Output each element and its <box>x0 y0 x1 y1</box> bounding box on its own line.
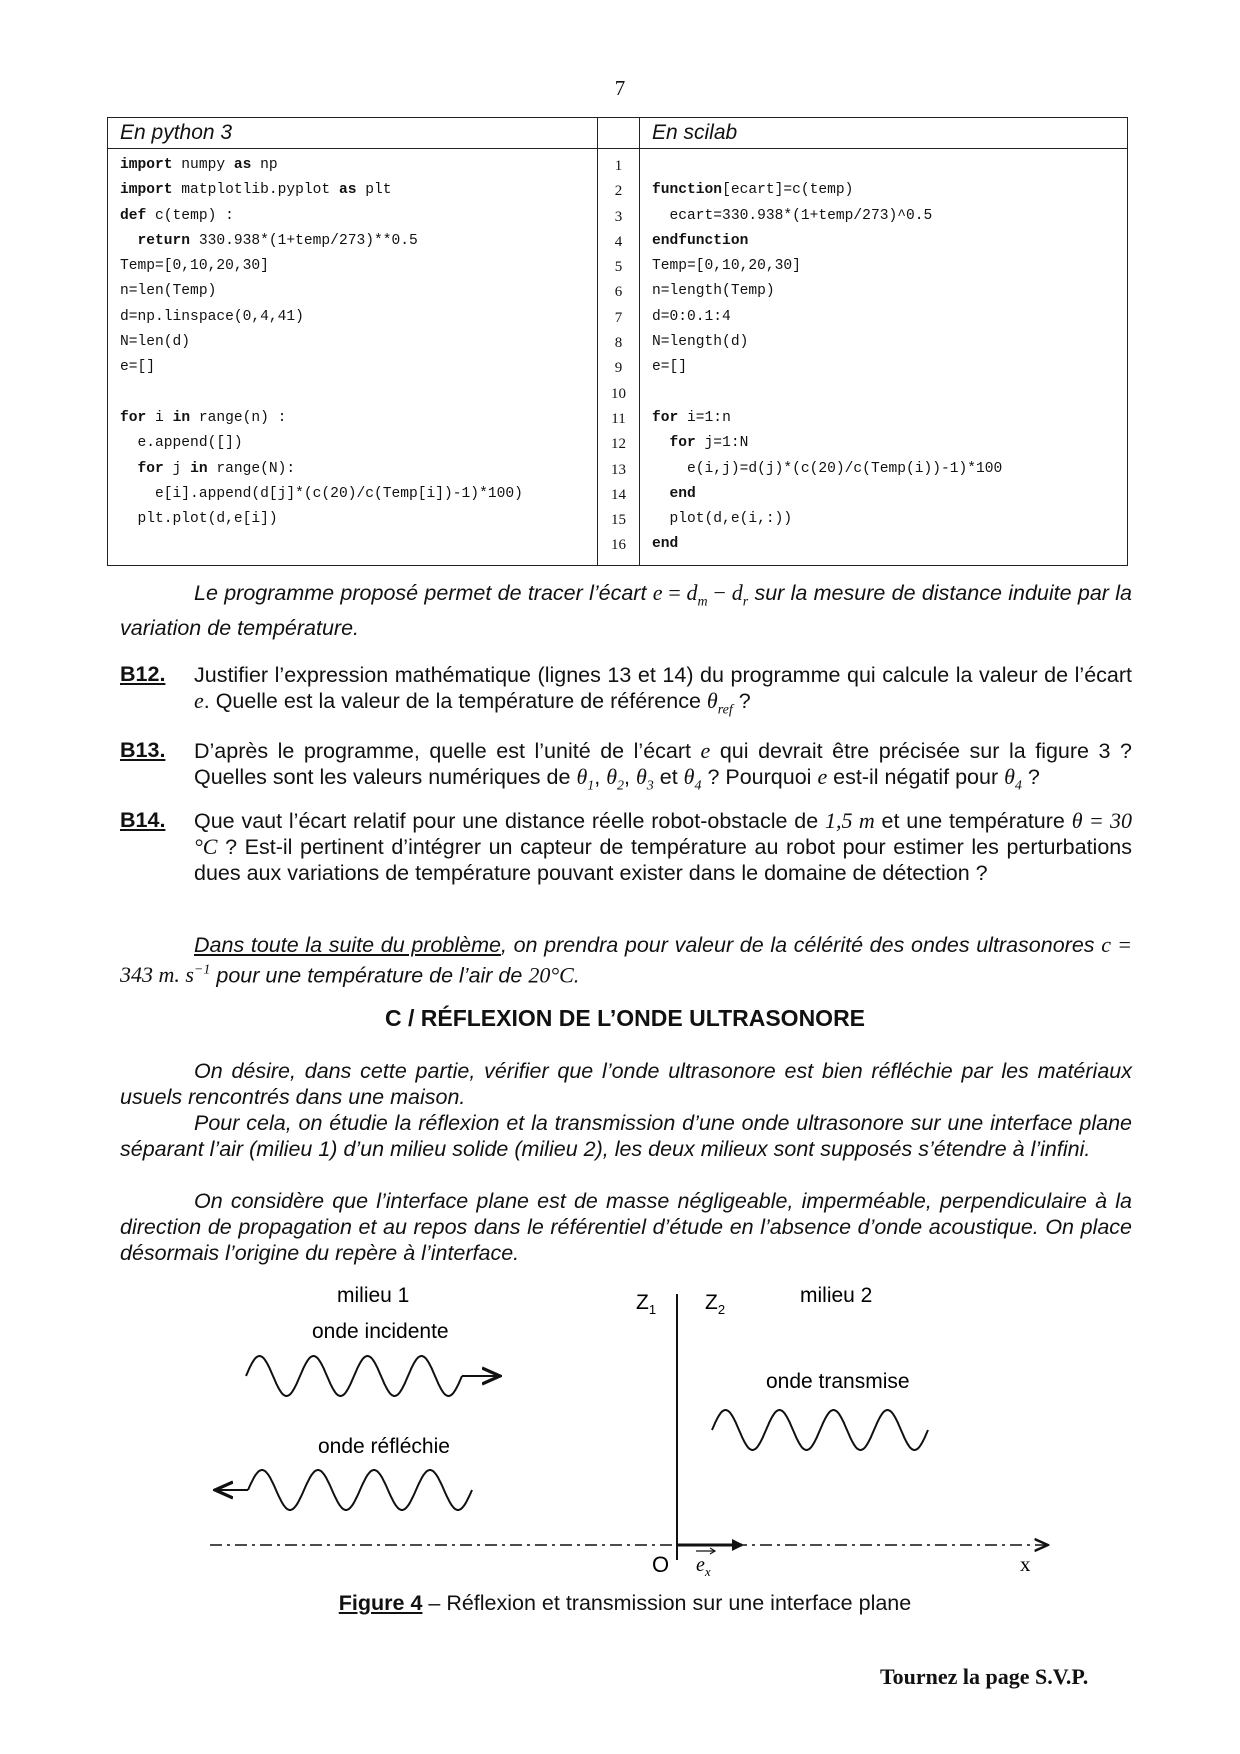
question-b14-text: Que vaut l’écart relatif pour une distance réelle robot-obstacle de 1,5 m et une température θ = 30 °C ? Est-il pertinent d’intégrer un capteur de température au robot pour estimer les perturbations dues aux variations de température pouvant exister dans le domaine de détection ? <box>194 808 1133 885</box>
scilab-line: ecart=330.938*(1+temp/273)^0.5 <box>652 207 933 224</box>
incident-wave <box>246 1356 462 1396</box>
line-number: 12 <box>611 436 626 453</box>
python-line: import matplotlib.pyplot as plt <box>120 182 392 199</box>
transmitted-wave <box>712 1410 928 1450</box>
section-title: C / RÉFLEXION DE L’ONDE ULTRASONORE <box>384 1005 866 1031</box>
python-line: N=len(d) <box>120 334 191 351</box>
ex-label <box>696 1548 715 1579</box>
figure-4-diagram <box>200 1280 1080 1590</box>
line-number: 13 <box>611 461 626 478</box>
reflected-wave <box>248 1470 472 1510</box>
figure-caption: Figure 4 – Réflexion et transmission sur une interface plane <box>338 1591 912 1615</box>
python-header: En python 3 <box>108 118 597 149</box>
section-paragraph-3: On considère que l’interface plane est de masse négligeable, imperméable, perpendiculaire à la direction de propagation et au repos dans le référentiel d’étude en l’absence d’onde acoustique. On place désormais l’origine du repère à l’interface. <box>120 1189 1132 1265</box>
python-line: import numpy as np <box>120 157 278 173</box>
svg-text:ex: $e_x$ <box>696 1554 711 1579</box>
python-line <box>108 532 597 557</box>
scilab-line: endfunction <box>652 232 749 249</box>
line-number: 5 <box>614 259 623 276</box>
svg-text:Z1: $Z_1$ <box>636 1291 657 1317</box>
line-number: 15 <box>611 512 626 529</box>
z2-label <box>705 1291 725 1317</box>
onde-reflechie-label: onde réfléchie <box>318 1435 450 1458</box>
scilab-line: e(i,j)=d(j)*(c(20)/c(Temp(i))-1)*100 <box>652 460 1003 477</box>
question-b12-label: B12. <box>120 662 166 686</box>
line-number: 3 <box>614 208 623 225</box>
scilab-line: function[ecart]=c(temp) <box>652 182 854 199</box>
scilab-line <box>640 381 1127 406</box>
milieu-2-label: milieu 2 <box>800 1284 873 1307</box>
question-b14-label: B14. <box>120 808 166 832</box>
python-line <box>108 381 597 406</box>
python-line: plt.plot(d,e[i]) <box>120 511 278 528</box>
milieu-1-label: milieu 1 <box>337 1284 410 1307</box>
celerity-paragraph: Dans toute la suite du problème, on prendra pour valeur de la célérité des ondes ultrasonores c = 343 m. $s^{-1}$ pour une température de l’air de 20°C. <box>120 932 1132 988</box>
line-number-column <box>597 118 640 565</box>
line-number: 2 <box>614 183 623 200</box>
python-line: def c(temp) : <box>120 207 234 224</box>
code-comparison-table <box>107 117 1128 566</box>
python-line: for j in range(N): <box>137 460 296 477</box>
line-number: 16 <box>611 537 626 554</box>
x-axis-label: x <box>1020 1552 1031 1576</box>
onde-incidente-label: onde incidente <box>312 1320 449 1343</box>
scilab-line: end <box>669 485 696 502</box>
line-number: 11 <box>611 410 626 427</box>
scilab-code <box>640 149 1127 558</box>
python-line: for i in range(n) : <box>120 409 287 426</box>
scilab-line: plot(d,e(i,:)) <box>652 511 793 528</box>
scilab-line: for j=1:N <box>669 435 749 452</box>
python-line: e.append([]) <box>120 435 243 452</box>
line-number: 6 <box>614 284 623 301</box>
line-number: 1 <box>614 158 623 174</box>
scilab-line <box>640 153 1127 178</box>
question-b13-text: D’après le programme, quelle est l’unité de l’écart e qui devrait être précisée sur la figure 3 ? Quelles sont les valeurs numériques de $\theta_1$, $\theta_2$, $\theta_3$ et $\theta_4$ ? Pourquoi e est-il négatif pour $\theta_4$ ? <box>194 738 1133 794</box>
section-paragraph-2: Pour cela, on étudie la réflexion et la transmission d’une onde ultrasonore sur une interface plane séparant l’air (milieu 1) d’un milieu solide (milieu 2), les deux milieux sont supposés s’étendre à l’infini. <box>120 1111 1132 1161</box>
unit-vector-arrowhead <box>732 1539 744 1551</box>
onde-transmise-label: onde transmise <box>766 1370 910 1393</box>
python-line: e[i].append(d[j]*(c(20)/c(Temp[i])-1)*100) <box>120 485 523 502</box>
python-line: n=len(Temp) <box>120 283 217 300</box>
scilab-line: n=length(Temp) <box>652 283 775 300</box>
line-number: 4 <box>614 233 623 250</box>
scilab-line: Temp=[0,10,20,30] <box>652 258 801 275</box>
origin-label: O <box>652 1552 670 1577</box>
python-line: d=np.linspace(0,4,41) <box>120 308 304 325</box>
line-number: 7 <box>614 309 623 326</box>
section-paragraph-1: On désire, dans cette partie, vérifier que l’onde ultrasonore est bien réfléchie par les matériaux usuels rencontrés dans une maison. <box>120 1059 1132 1109</box>
svg-text:Z2: $Z_2$ <box>705 1291 726 1317</box>
scilab-line: N=length(d) <box>652 334 749 351</box>
question-b12-text: Justifier l’expression mathématique (lignes 13 et 14) du programme qui calcule la valeur de l’écart e. Quelle est la valeur de la température de référence $\theta_{ref}$ ? <box>194 663 1132 718</box>
footer-turn-page: Tournez la page S.V.P. <box>880 1664 1089 1689</box>
python-line: return 330.938*(1+temp/273)**0.5 <box>137 232 418 249</box>
question-b13-label: B13. <box>120 738 166 762</box>
z1-label <box>636 1291 656 1317</box>
line-number: 14 <box>611 486 626 503</box>
python-line: e=[] <box>120 359 156 376</box>
scilab-line: e=[] <box>652 359 688 376</box>
scilab-line: for i=1:n <box>652 409 731 426</box>
scilab-line: d=0:0.1:4 <box>652 308 731 325</box>
intro-paragraph: Le programme proposé permet de tracer l’écart $e = d_m - d_r$ sur la mesure de distance induite par la variation de température. <box>120 580 1132 641</box>
line-number: 8 <box>614 335 623 352</box>
python-column <box>108 118 597 565</box>
line-numbers <box>598 149 639 558</box>
page-number: 7 <box>614 76 626 100</box>
scilab-column <box>640 118 1127 565</box>
line-number: 9 <box>614 360 623 377</box>
line-number: 10 <box>611 385 626 402</box>
python-line: Temp=[0,10,20,30] <box>120 258 269 275</box>
python-code <box>108 149 597 558</box>
scilab-line: end <box>652 536 679 553</box>
scilab-header: En scilab <box>640 118 1127 149</box>
